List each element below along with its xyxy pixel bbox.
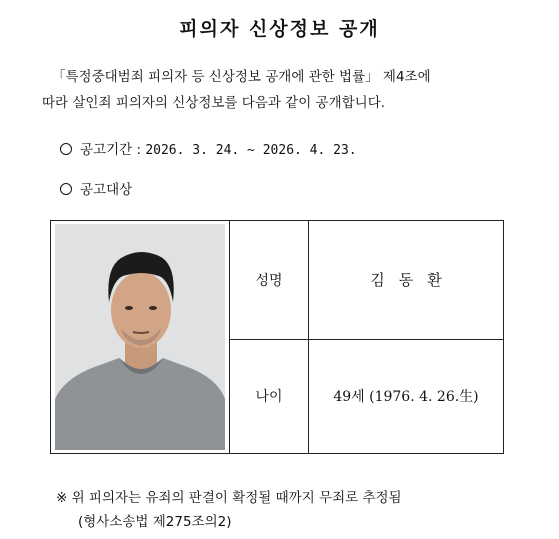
- name-label: 성명: [255, 272, 283, 289]
- legal-reference: (형사소송법 제275조의2): [78, 514, 232, 530]
- name-value-cell: [309, 221, 504, 340]
- name-label-cell: [230, 221, 309, 340]
- notice-period: [60, 138, 357, 158]
- photo-cell: [51, 221, 230, 454]
- age-label-cell: [230, 339, 309, 453]
- age-value-cell: [309, 339, 504, 453]
- circle-bullet-icon: [60, 183, 72, 195]
- circle-bullet-icon: [60, 143, 72, 155]
- age-value: 49세 (1976. 4. 26.生): [333, 389, 479, 406]
- suspect-photo: [55, 224, 225, 450]
- period-value: 2026. 3. 24. ~ 2026. 4. 23.: [145, 143, 357, 158]
- target-label: 공고대상: [80, 182, 133, 198]
- notice-target: [60, 178, 132, 198]
- period-label: 공고기간 :: [80, 142, 142, 158]
- intro-line-1: 「특정중대범죄 피의자 등 신상정보 공개에 관한 법률」 제4조에: [52, 69, 431, 85]
- page-title: 피의자 신상정보 공개: [179, 18, 380, 40]
- intro-line-2: 따라 살인죄 피의자의 신상정보를 다음과 같이 공개합니다.: [42, 95, 386, 111]
- age-label: 나이: [255, 389, 283, 406]
- name-value: 김동환: [370, 271, 456, 290]
- intro-paragraph: [42, 64, 532, 116]
- presumption-note: ※ 위 피의자는 유죄의 판결이 확정될 때까지 무죄로 추정됨: [56, 490, 402, 506]
- suspect-info-table: [50, 220, 504, 454]
